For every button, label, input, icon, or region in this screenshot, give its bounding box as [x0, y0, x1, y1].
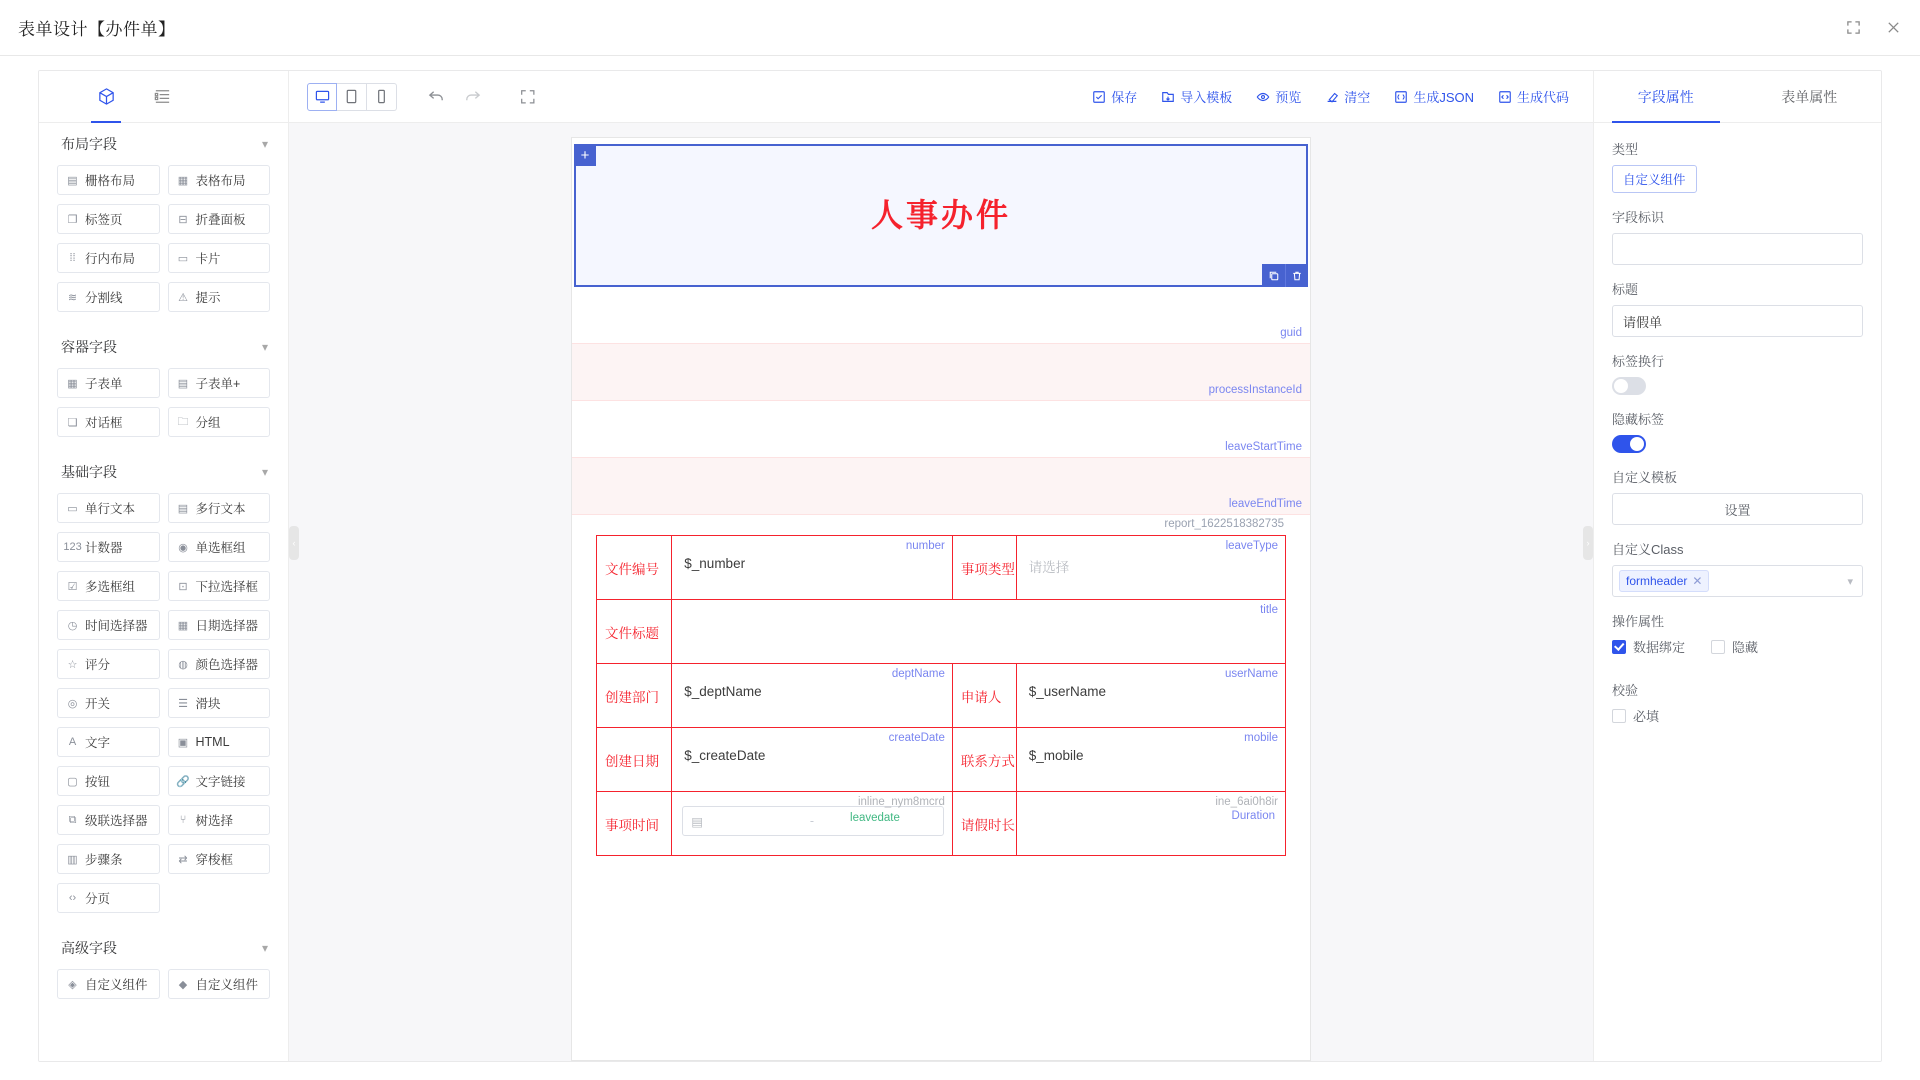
- form-table-layout: [596, 535, 1286, 856]
- save-label: 保存: [1111, 90, 1138, 105]
- field-label: 提示: [195, 291, 221, 305]
- dialog-icon: ❏: [67, 416, 78, 429]
- button-icon: ▢: [67, 775, 78, 788]
- report-tag: report_1622518382735: [1164, 518, 1284, 530]
- field-select[interactable]: [168, 571, 271, 601]
- checkbox-hidden[interactable]: [1711, 637, 1758, 656]
- radio-icon: ◉: [178, 541, 188, 554]
- generate-code-label: 生成代码: [1516, 90, 1569, 105]
- field-alert[interactable]: [168, 282, 271, 312]
- field-label: HTML: [195, 735, 230, 749]
- property-panel: [1593, 71, 1881, 1061]
- generate-json-label: 生成JSON: [1413, 90, 1474, 105]
- field-label: 级联选择器: [85, 814, 148, 828]
- field-label: 时间选择器: [85, 619, 148, 633]
- field-label: 单选框组: [195, 541, 246, 555]
- group-title: 高级字段: [61, 940, 117, 956]
- hide-label-label: 隐藏标签: [1612, 412, 1665, 427]
- checkbox-icon: [1711, 640, 1725, 654]
- class-tag-label: formheader: [1626, 574, 1688, 588]
- redo-icon[interactable]: [455, 80, 489, 114]
- value-text: $_number: [684, 556, 746, 571]
- cell-value-leave-type[interactable]: [1016, 536, 1285, 600]
- table-row: [597, 600, 1286, 664]
- group-header[interactable]: [39, 326, 288, 368]
- value-text: [672, 600, 1285, 663]
- group-advanced: [39, 927, 288, 1013]
- chevron-down-icon: ▾: [261, 137, 268, 151]
- chevron-down-icon: ▾: [1847, 575, 1853, 588]
- window-controls: [1844, 19, 1902, 37]
- field-subtag: Duration: [1231, 810, 1275, 822]
- field-label: 树选择: [195, 814, 234, 828]
- field-transfer[interactable]: [168, 844, 271, 874]
- left-panel-collapse-handle[interactable]: ‹: [289, 526, 299, 560]
- cell-label-create-dept: 创建部门: [597, 664, 672, 728]
- group-icon: 🗀: [177, 415, 189, 428]
- class-tag: [1619, 570, 1709, 592]
- form-root: [572, 138, 1310, 856]
- field-label: 文字链接: [195, 775, 246, 789]
- checkbox-label: 隐藏: [1732, 640, 1759, 655]
- custom2-icon: ◆: [178, 978, 188, 991]
- canvas-area[interactable]: [289, 123, 1593, 1061]
- field-tabs[interactable]: [57, 204, 160, 234]
- field-label: 子表单+: [195, 377, 241, 391]
- field-switch[interactable]: [57, 688, 160, 718]
- label-wrap-switch[interactable]: [1612, 377, 1646, 395]
- field-steps[interactable]: [57, 844, 160, 874]
- field-subform-plus[interactable]: [168, 368, 271, 398]
- field-custom-1[interactable]: [57, 969, 160, 999]
- steps-icon: ▥: [67, 853, 78, 866]
- field-label: 行内布局: [85, 252, 136, 266]
- hidden-field-row[interactable]: [572, 401, 1310, 458]
- field-counter[interactable]: [57, 532, 160, 562]
- field-label: 下拉选择框: [195, 580, 259, 594]
- field-label: 步骤条: [85, 853, 123, 867]
- group-items: [39, 969, 288, 1013]
- group-header[interactable]: [39, 123, 288, 165]
- trash-icon[interactable]: [1285, 264, 1308, 287]
- cell-label-leave-duration: 请假时长: [952, 792, 1016, 856]
- cell-label-contact: 联系方式: [952, 728, 1016, 792]
- hidden-field-row[interactable]: [572, 287, 1310, 344]
- cell-label-file-title: 文件标题: [597, 600, 672, 664]
- input-icon: ▭: [67, 502, 78, 515]
- preview-label: 预览: [1275, 90, 1302, 105]
- type-label: 类型: [1612, 142, 1639, 157]
- transfer-icon: ⇄: [178, 853, 188, 866]
- field-tag: leaveStartTime: [1225, 441, 1302, 453]
- right-panel-collapse-handle[interactable]: ›: [1583, 526, 1593, 560]
- clear-label: 清空: [1344, 90, 1371, 105]
- mobile-icon[interactable]: [367, 83, 397, 111]
- close-icon[interactable]: [1884, 19, 1902, 37]
- validation-label: 校验: [1612, 683, 1639, 698]
- restore-icon[interactable]: [1844, 19, 1862, 37]
- field-label: 栅格布局: [85, 174, 136, 188]
- library-scroll[interactable]: [39, 123, 288, 1061]
- grid-icon: ▤: [67, 174, 78, 187]
- field-date-picker[interactable]: [168, 610, 271, 640]
- value-text: $_deptName: [684, 684, 762, 699]
- property-tabs: [1594, 71, 1881, 123]
- field-time-picker[interactable]: [57, 610, 160, 640]
- group-header[interactable]: [39, 927, 288, 969]
- tablet-icon[interactable]: [337, 83, 367, 111]
- field-label: 卡片: [195, 252, 221, 266]
- import-template-label: 导入模板: [1180, 90, 1233, 105]
- textarea-icon: ▤: [177, 502, 189, 515]
- field-label: 日期选择器: [195, 619, 259, 633]
- outline-tab[interactable]: [147, 71, 177, 122]
- color-icon: ◍: [178, 658, 188, 671]
- custom-template-settings-button[interactable]: 设置: [1612, 493, 1863, 525]
- field-label: 分页: [85, 892, 111, 906]
- field-label: 折叠面板: [195, 213, 246, 227]
- checkbox-icon: [1612, 640, 1626, 654]
- toolbar-actions: [1082, 82, 1579, 112]
- field-slider[interactable]: [168, 688, 271, 718]
- designer-frame: [0, 56, 1920, 1080]
- value-text: $_mobile: [1028, 748, 1084, 763]
- alert-icon: ⚠: [178, 291, 188, 304]
- checkbox-label: 必填: [1633, 709, 1660, 724]
- form-canvas[interactable]: [571, 137, 1311, 1061]
- checkbox-label: 数据绑定: [1633, 640, 1686, 655]
- field-tag: guid: [1280, 327, 1302, 339]
- save-icon: [1092, 90, 1106, 104]
- field-label: 文字: [85, 736, 111, 750]
- field-label: 开关: [85, 697, 111, 711]
- field-label: 标签页: [85, 213, 123, 227]
- field-card[interactable]: [168, 243, 271, 273]
- designer-container: [38, 70, 1882, 1062]
- label-wrap-label: 标签换行: [1612, 354, 1665, 369]
- code-icon: [1498, 90, 1512, 104]
- table-icon: ▦: [177, 174, 189, 187]
- pagination-icon: ‹›: [68, 892, 77, 904]
- widget-form-header[interactable]: [574, 144, 1308, 287]
- cell-value-create-date[interactable]: [672, 728, 953, 792]
- field-tag: userName: [1224, 668, 1278, 680]
- field-label: 穿梭框: [195, 853, 234, 867]
- field-tag: mobile: [1244, 732, 1278, 744]
- field-tag: leaveType: [1225, 540, 1278, 552]
- value-text: $_createDate: [684, 748, 766, 763]
- tab-field-properties[interactable]: 字段属性: [1594, 71, 1738, 122]
- field-label: 单行文本: [85, 502, 136, 516]
- hide-label-switch[interactable]: [1612, 435, 1646, 453]
- field-link[interactable]: [168, 766, 271, 796]
- cell-label-item-type: 事项类型: [952, 536, 1016, 600]
- validation-checkboxes: [1612, 706, 1863, 725]
- link-icon: 🔗: [176, 775, 190, 788]
- html-icon: ▣: [177, 736, 189, 749]
- operation-checkboxes: [1612, 637, 1863, 656]
- designer-toolbar: [289, 71, 1593, 123]
- field-label: 多行文本: [195, 502, 246, 516]
- undo-icon[interactable]: [419, 80, 453, 114]
- custom-template-label: 自定义模板: [1612, 470, 1678, 485]
- chevron-down-icon: ▾: [261, 340, 268, 354]
- field-tag: deptName: [891, 668, 945, 680]
- cell-value-number[interactable]: [672, 536, 953, 600]
- field-inline-layout[interactable]: [57, 243, 160, 273]
- field-multi-line-text[interactable]: [168, 493, 271, 523]
- field-label: 计数器: [85, 541, 123, 555]
- custom-class-select[interactable]: [1612, 565, 1863, 597]
- field-subtag: leavedate: [850, 812, 900, 824]
- chevron-down-icon: ▾: [261, 465, 268, 479]
- field-label: 子表单: [85, 377, 123, 391]
- field-radio-group[interactable]: [168, 532, 271, 562]
- cell-value-title[interactable]: [672, 600, 1286, 664]
- cell-value-mobile[interactable]: [1016, 728, 1285, 792]
- close-icon[interactable]: ✕: [1692, 574, 1703, 588]
- subform-icon: ▦: [67, 377, 78, 390]
- field-label: 对话框: [85, 416, 123, 430]
- field-grid-layout[interactable]: [57, 165, 160, 195]
- field-label: 评分: [85, 658, 111, 672]
- time-icon: ◷: [67, 619, 78, 632]
- cell-label-file-number: 文件编号: [597, 536, 672, 600]
- operation-label: 操作属性: [1612, 614, 1665, 629]
- fullscreen-icon[interactable]: [511, 80, 545, 114]
- designer-center: [289, 71, 1593, 1061]
- select-icon: ⊡: [178, 580, 188, 593]
- field-label: 颜色选择器: [195, 658, 259, 672]
- group-items: [39, 368, 288, 451]
- hidden-field-row[interactable]: [572, 344, 1310, 401]
- group-header[interactable]: [39, 451, 288, 493]
- clear-button[interactable]: [1315, 82, 1380, 112]
- cell-label-create-date: 创建日期: [597, 728, 672, 792]
- group-title: 基础字段: [61, 464, 117, 480]
- field-color-picker[interactable]: [168, 649, 271, 679]
- date-icon: ▦: [177, 619, 189, 632]
- group-layout: [39, 123, 288, 326]
- property-body: [1594, 123, 1881, 1061]
- custom-class-label: 自定义Class: [1612, 542, 1684, 557]
- value-placeholder: 请选择: [1028, 560, 1070, 575]
- field-tag: leaveEndTime: [1228, 498, 1302, 510]
- star-icon: ☆: [67, 658, 78, 671]
- preview-button[interactable]: [1246, 82, 1311, 112]
- generate-json-button[interactable]: [1384, 82, 1484, 112]
- chevron-down-icon: ▾: [261, 941, 268, 955]
- field-divider[interactable]: [57, 282, 160, 312]
- component-library-panel: [39, 71, 289, 1061]
- field-collapse[interactable]: [168, 204, 271, 234]
- tree-select-icon: ⑂: [179, 814, 187, 826]
- field-rate[interactable]: [57, 649, 160, 679]
- title-input[interactable]: [1612, 305, 1863, 337]
- window-title: 表单设计【办件单】: [18, 20, 176, 39]
- field-id-input[interactable]: [1612, 233, 1863, 265]
- table-row: [597, 728, 1286, 792]
- cell-value-leave-date-range[interactable]: [672, 792, 953, 856]
- inline-icon: ⁞⁞: [69, 252, 76, 264]
- titlebar: [0, 0, 1920, 56]
- field-single-line-text[interactable]: [57, 493, 160, 523]
- checkbox-required[interactable]: [1612, 706, 1659, 725]
- cell-label-applicant: 申请人: [952, 664, 1016, 728]
- table-row: [597, 664, 1286, 728]
- field-id-label: 字段标识: [1612, 210, 1665, 225]
- field-subform[interactable]: [57, 368, 160, 398]
- import-icon: [1161, 90, 1175, 104]
- table-row: [597, 536, 1286, 600]
- device-switcher: [307, 83, 397, 111]
- title-label: 标题: [1612, 282, 1639, 297]
- value-text: $_userName: [1028, 684, 1107, 699]
- group-title: 容器字段: [61, 339, 117, 355]
- cell-label-item-time: 事项时间: [597, 792, 672, 856]
- field-tag: number: [905, 540, 945, 552]
- library-tabs: [39, 71, 288, 123]
- field-table-layout[interactable]: [168, 165, 271, 195]
- field-label: 表格布局: [195, 174, 246, 188]
- slider-icon: ☰: [178, 697, 188, 710]
- cell-value-duration[interactable]: [1016, 792, 1285, 856]
- field-label: 按钮: [85, 775, 111, 789]
- custom-icon: ◈: [68, 978, 77, 991]
- eye-icon: [1256, 90, 1270, 104]
- datetime-range-input[interactable]: [682, 806, 944, 836]
- form-header-title: 人事办件: [870, 197, 1011, 233]
- field-html[interactable]: [168, 727, 271, 757]
- group-title: 布局字段: [61, 136, 117, 152]
- switch-knob: [1614, 379, 1628, 393]
- field-label: 多选框组: [85, 580, 136, 594]
- field-label: 自定义组件: [85, 978, 148, 992]
- group-basic: [39, 451, 288, 927]
- field-label: 滑块: [195, 697, 221, 711]
- clear-icon: [1325, 90, 1339, 104]
- field-checkbox-group[interactable]: [57, 571, 160, 601]
- field-dialog[interactable]: [57, 407, 160, 437]
- save-button[interactable]: [1082, 82, 1147, 112]
- field-label: 分组: [195, 416, 221, 430]
- text-icon: A: [68, 736, 77, 748]
- type-value-button[interactable]: 自定义组件: [1612, 165, 1697, 193]
- import-template-button[interactable]: [1151, 82, 1242, 112]
- checkbox-data-binding[interactable]: [1612, 637, 1685, 656]
- subform-plus-icon: ▤: [177, 377, 189, 390]
- range-separator: -: [809, 814, 815, 828]
- collapse-icon: ⊟: [178, 213, 188, 226]
- switch-icon: ◎: [67, 697, 78, 710]
- group-items: [39, 165, 288, 326]
- field-cascader[interactable]: [57, 805, 160, 835]
- field-tag: inline_nym8mcrd: [857, 796, 945, 808]
- field-tree-select[interactable]: [168, 805, 271, 835]
- field-label: 自定义组件: [195, 978, 259, 992]
- checkbox-icon: [1612, 709, 1626, 723]
- json-icon: [1394, 90, 1408, 104]
- field-button[interactable]: [57, 766, 160, 796]
- components-tab[interactable]: [91, 71, 121, 122]
- desktop-icon[interactable]: [307, 83, 337, 111]
- calendar-icon: ▤: [691, 814, 704, 829]
- cell-value-dept-name[interactable]: [672, 664, 953, 728]
- field-pagination[interactable]: [57, 883, 160, 913]
- field-group[interactable]: [168, 407, 271, 437]
- divider-icon: ≋: [67, 291, 78, 304]
- report-tag-wrap: [572, 515, 1310, 529]
- card-icon: ▭: [177, 252, 189, 265]
- copy-icon[interactable]: [1262, 264, 1285, 287]
- add-widget-button[interactable]: +: [574, 144, 596, 166]
- field-custom-2[interactable]: [168, 969, 271, 999]
- hidden-field-row[interactable]: [572, 458, 1310, 515]
- switch-knob: [1630, 437, 1644, 451]
- field-text[interactable]: [57, 727, 160, 757]
- checkbox-icon: ☑: [67, 580, 78, 593]
- field-tag: title: [1260, 604, 1278, 616]
- group-container: [39, 326, 288, 451]
- table-row: [597, 792, 1286, 856]
- tabs-icon: ❐: [67, 213, 78, 226]
- field-label: 分割线: [85, 291, 123, 305]
- cascader-icon: ⧉: [68, 813, 77, 826]
- cell-value-user-name[interactable]: [1016, 664, 1285, 728]
- tab-form-properties[interactable]: 表单属性: [1781, 88, 1838, 105]
- group-items: [39, 493, 288, 927]
- widget-actions: [1262, 264, 1308, 287]
- field-tag: createDate: [888, 732, 945, 744]
- field-tag: ine_6ai0h8ir: [1215, 796, 1278, 808]
- number-icon: 123: [63, 541, 82, 553]
- field-tag: processInstanceId: [1208, 384, 1302, 396]
- generate-code-button[interactable]: [1488, 82, 1579, 112]
